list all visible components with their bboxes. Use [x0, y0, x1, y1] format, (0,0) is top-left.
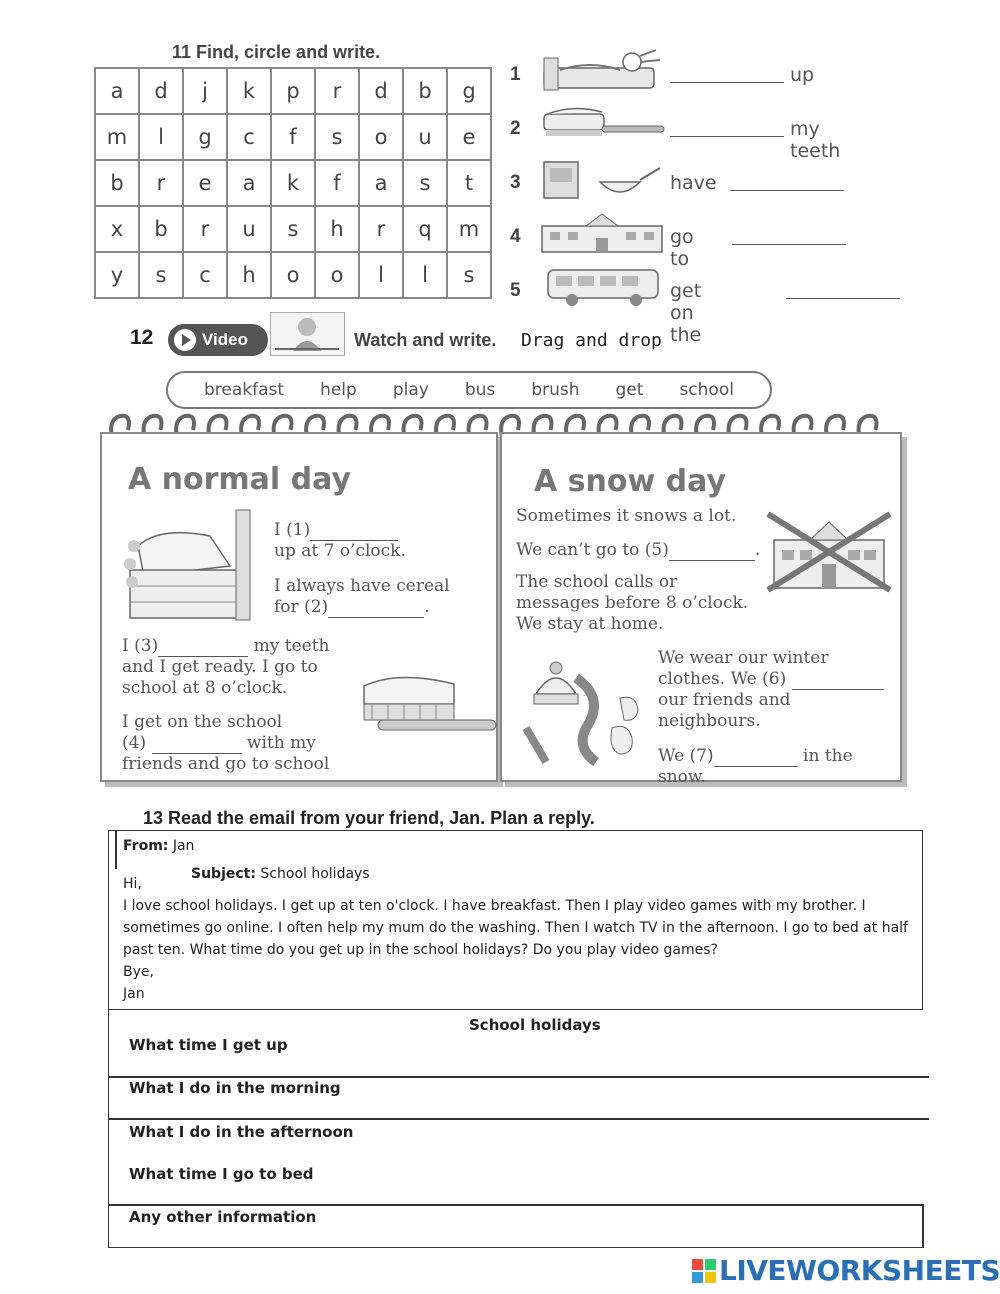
normal-text-1a: I (1)	[274, 520, 311, 540]
notebook-snow-day: A snow day Sometimes it snows a lot. We can’t go to (5) . The school calls or messages before 8 o’clock. We stay at home. We wear our winter clothes. We (6) our friends and neighbours. We (7) in the snow.	[500, 432, 902, 782]
grid-cell[interactable]: f	[315, 160, 359, 206]
answer-blank-5[interactable]	[786, 298, 900, 299]
drop-zone-6[interactable]	[792, 689, 884, 690]
grid-cell[interactable]: a	[95, 68, 139, 114]
email-from-label: From:	[123, 838, 169, 854]
grid-cell[interactable]: s	[271, 206, 315, 252]
snow-text-4b: clothes. We (6)	[658, 669, 787, 689]
grid-cell[interactable]: o	[271, 252, 315, 298]
drop-zone-2[interactable]	[328, 617, 424, 618]
snow-text-5b: in the snow.	[658, 746, 853, 787]
email-closing: Bye,	[123, 964, 154, 980]
email-body-line-1: I love school holidays. I get up at ten o'clock. I have breakfast. Then I play video games with my brother. I	[123, 898, 866, 914]
normal-text-2b: for (2)	[274, 597, 329, 617]
email-subject-label: Subject:	[191, 866, 256, 882]
brand-text: LIVEWORKSHEETS	[719, 1254, 1000, 1287]
plan-divider	[109, 1076, 929, 1078]
bus-icon	[546, 268, 661, 310]
grid-cell[interactable]: e	[447, 114, 491, 160]
drop-zone-7[interactable]	[714, 766, 798, 767]
normal-text-4a: I get on the school	[122, 712, 283, 732]
grid-cell[interactable]: c	[183, 252, 227, 298]
snow-day-title: A snow day	[534, 464, 726, 499]
grid-cell[interactable]: b	[95, 160, 139, 206]
plan-row-bed: What time I go to bed	[129, 1165, 314, 1183]
grid-cell[interactable]: q	[403, 206, 447, 252]
email-body-line-2: sometimes go online. I often help my mum do the washing. Then I watch TV in the afternoon. I go to bed at half	[123, 920, 908, 936]
email-margin-line	[115, 831, 117, 869]
toothbrush-icon	[542, 106, 667, 146]
email-subject-value: School holidays	[260, 866, 370, 882]
word-breakfast[interactable]: breakfast	[204, 380, 285, 400]
toothbrush-illustration	[358, 666, 498, 746]
email-signature: Jan	[123, 986, 145, 1002]
snow-text-3a: The school calls or	[516, 572, 678, 592]
plan-right-edge	[922, 1204, 924, 1248]
grid-cell[interactable]: r	[183, 206, 227, 252]
grid-cell[interactable]: r	[359, 206, 403, 252]
plan-divider	[109, 1118, 929, 1120]
grid-cell[interactable]: k	[227, 68, 271, 114]
normal-text-3a: I (3)	[122, 636, 159, 656]
plan-title: School holidays	[469, 1016, 601, 1034]
exercise-11-title: 11 Find, circle and write.	[172, 42, 381, 62]
normal-text-2a: I always have cereal	[274, 576, 450, 596]
word-bus[interactable]: bus	[464, 380, 496, 400]
grid-cell[interactable]: c	[227, 114, 271, 160]
grid-row	[95, 160, 491, 206]
plan-row-other: Any other information	[129, 1208, 317, 1226]
drag-drop-hint: Drag and drop	[521, 330, 662, 351]
grid-row	[95, 68, 491, 114]
word-get[interactable]: get	[615, 380, 644, 400]
grid-cell[interactable]: a	[227, 160, 271, 206]
grid-cell[interactable]: b	[403, 68, 447, 114]
grid-cell[interactable]: d	[139, 68, 183, 114]
email-box	[108, 830, 923, 1010]
grid-cell[interactable]: b	[139, 206, 183, 252]
word-brush[interactable]: brush	[531, 380, 580, 400]
play-icon	[174, 329, 196, 351]
grid-cell[interactable]: s	[139, 252, 183, 298]
grid-cell[interactable]: j	[183, 68, 227, 114]
breakfast-icon	[540, 160, 665, 202]
brand-grid-icon	[692, 1259, 716, 1283]
liveworksheets-logo[interactable]	[692, 1254, 1000, 1287]
grid-cell[interactable]: l	[139, 114, 183, 160]
bed-icon	[120, 506, 260, 626]
grid-cell[interactable]: r	[139, 160, 183, 206]
drop-zone-5[interactable]	[669, 560, 755, 561]
wake-up-icon	[540, 48, 670, 98]
plan-row-get-up: What time I get up	[129, 1036, 288, 1054]
snow-text-4a: We wear our winter	[658, 648, 829, 668]
word-play[interactable]: play	[392, 380, 429, 400]
normal-text-3d: school at 8 o’clock.	[122, 678, 288, 698]
normal-text-3c: and I get ready. I go to	[122, 657, 318, 677]
winter-clothes-icon	[516, 658, 646, 768]
grid-cell[interactable]: s	[315, 114, 359, 160]
grid-cell[interactable]: h	[315, 206, 359, 252]
plan-row-morning: What I do in the morning	[129, 1079, 341, 1097]
normal-text-4d: friends and go to school	[122, 754, 330, 774]
word-search-grid[interactable]	[94, 67, 492, 299]
grid-cell[interactable]: h	[227, 252, 271, 298]
grid-cell[interactable]: g	[183, 114, 227, 160]
snow-text-4c: our friends and	[658, 690, 791, 710]
snow-text-4d: neighbours.	[658, 711, 761, 731]
email-greeting: Hi,	[123, 876, 142, 892]
grid-cell[interactable]: l	[359, 252, 403, 298]
grid-row	[95, 206, 491, 252]
plan-divider	[109, 1204, 924, 1206]
normal-text-4b: (4)	[122, 733, 147, 753]
answer-blank-1[interactable]	[670, 82, 784, 83]
grid-cell[interactable]: y	[95, 252, 139, 298]
word-bank	[166, 371, 772, 409]
email-from-value: Jan	[172, 838, 195, 854]
grid-cell[interactable]: t	[447, 160, 491, 206]
grid-cell[interactable]: e	[183, 160, 227, 206]
school-building-icon	[540, 212, 665, 256]
grid-cell[interactable]: u	[227, 206, 271, 252]
normal-text-1b: up at 7 o’clock.	[274, 541, 406, 561]
reply-plan-table	[108, 1010, 923, 1248]
grid-cell[interactable]: m	[447, 206, 491, 252]
word-school[interactable]: school	[679, 380, 734, 400]
answer-blank-3[interactable]	[730, 190, 844, 191]
grid-cell[interactable]: g	[447, 68, 491, 114]
exercise-12-number: 12	[130, 326, 154, 349]
grid-row	[95, 114, 491, 160]
notebook-normal-day: A normal day I (1) up at 7 o’clock. I always have cereal for (2) . I (3) my teeth and I get ready. I go to school at 8 o’clock. I get on the school (4) with my friends and go to school	[100, 432, 498, 782]
grid-cell[interactable]: d	[359, 68, 403, 114]
video-thumbnail[interactable]	[270, 312, 345, 356]
grid-cell[interactable]: x	[95, 206, 139, 252]
grid-cell[interactable]: k	[271, 160, 315, 206]
exercise-13-title: 13 Read the email from your friend, Jan. Plan a reply.	[143, 808, 595, 828]
snow-text-5a: We (7)	[658, 746, 714, 766]
video-label: Video	[202, 330, 248, 349]
grid-cell[interactable]: o	[359, 114, 403, 160]
grid-cell[interactable]: u	[403, 114, 447, 160]
normal-day-title: A normal day	[128, 462, 352, 497]
grid-cell[interactable]: l	[403, 252, 447, 298]
grid-cell[interactable]: p	[271, 68, 315, 114]
grid-cell[interactable]: r	[315, 68, 359, 114]
email-body	[123, 873, 918, 1005]
word-help[interactable]: help	[320, 380, 357, 400]
exercise-12-instruction: Watch and write.	[354, 330, 497, 350]
grid-cell[interactable]: f	[271, 114, 315, 160]
grid-row	[95, 252, 491, 298]
grid-cell[interactable]: s	[403, 160, 447, 206]
normal-text-3b: my teeth	[253, 636, 330, 656]
snow-text-1: Sometimes it snows a lot.	[516, 506, 737, 526]
normal-text-4c: with my	[246, 733, 316, 753]
grid-cell[interactable]: s	[447, 252, 491, 298]
grid-cell[interactable]: m	[95, 114, 139, 160]
grid-cell[interactable]: o	[315, 252, 359, 298]
closed-school-icon	[764, 510, 894, 594]
email-body-line-3: past ten. What time do you get up in the school holidays? Do you play video games?	[123, 942, 718, 958]
snow-text-3c: We stay at home.	[516, 614, 664, 634]
snow-text-3b: messages before 8 o’clock.	[516, 593, 749, 613]
video-button[interactable]	[168, 324, 268, 356]
grid-cell[interactable]: a	[359, 160, 403, 206]
presenter-icon	[271, 313, 343, 353]
plan-row-afternoon: What I do in the afternoon	[129, 1123, 354, 1141]
answer-blank-4[interactable]	[732, 244, 846, 245]
answer-blank-2[interactable]	[670, 136, 784, 137]
snow-text-2: We can’t go to (5)	[516, 540, 669, 560]
